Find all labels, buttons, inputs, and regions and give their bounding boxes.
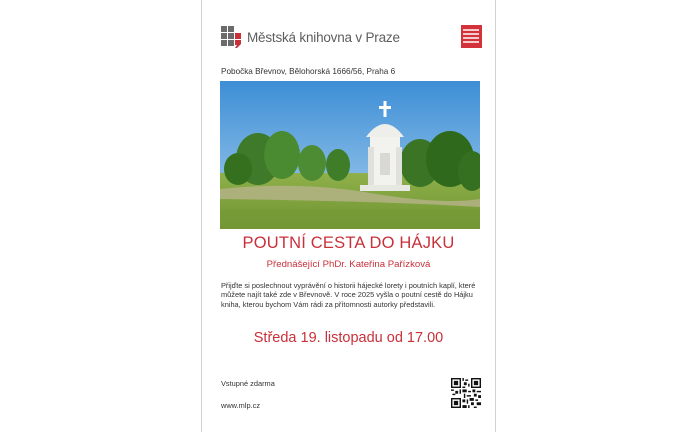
library-name: Městská knihovna v Praze (247, 30, 400, 45)
website-link[interactable]: www.mlp.cz (221, 401, 261, 410)
chapel-photo (220, 81, 480, 229)
event-title: POUTNÍ CESTA DO HÁJKU (242, 234, 455, 252)
library-logo-icon (221, 26, 242, 48)
qr-code-icon[interactable] (451, 378, 481, 408)
praha-logo-icon (461, 25, 482, 48)
poster-sheet (201, 0, 496, 432)
entry-info: Vstupné zdarma (221, 379, 275, 388)
event-date: Středa 19. listopadu od 17.00 (253, 330, 444, 346)
branch-address: Pobočka Břevnov, Bělohorská 1666/56, Praha 6 (221, 67, 396, 76)
event-lecturer: Přednášející PhDr. Kateřina Pařízková (266, 259, 431, 270)
event-description: Přijďte si poslechnout vyprávění o historii hájecké lorety i poutních kaplí, které můžete najít také zde v Břevnově. V roce 2025 vyšla o poutní cestě do Hájku kniha, kterou bychom Vám rádi za přítomnosti autorky představili. (221, 281, 476, 309)
